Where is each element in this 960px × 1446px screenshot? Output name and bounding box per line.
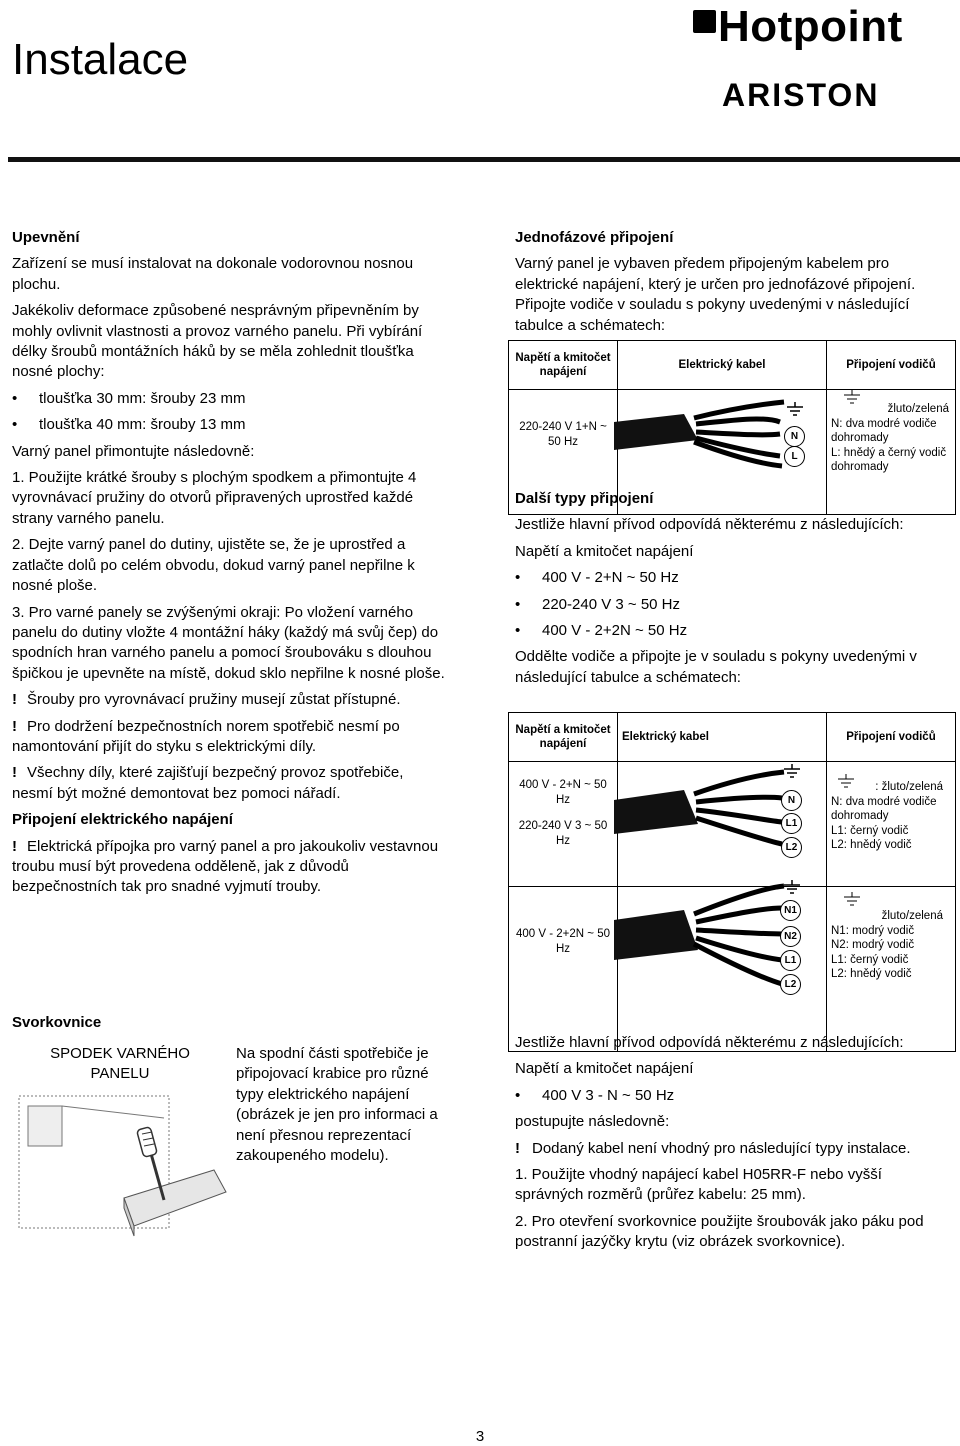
warning-1	[12, 690, 448, 710]
paragraph: postupujte následovně:	[515, 1113, 670, 1131]
section-heading-pripojeni: Připojení elektrického napájení	[12, 811, 233, 829]
table-cell: 220-240 V 1+N ~ 50 Hz	[509, 390, 618, 515]
right-column-top	[515, 228, 955, 336]
paragraph: Napětí a kmitočet napájení	[515, 1060, 694, 1078]
hob-detail	[28, 1106, 62, 1146]
section-heading-upevneni: Upevnění	[12, 229, 80, 246]
bullet-item: • 400 V - 2+2N ~ 50 Hz	[515, 621, 955, 641]
paragraph: Jakékoliv deformace způsobené nesprávným připevněním by mohly ovlivnit vlastnosti a provoz varného panelu. Při vybírání délky šroubů montážních háků by se měla zohlednit tloušťka nosné plochy:	[12, 302, 423, 381]
step-1: 1. Použijte vhodný napájecí kabel H05RR-F nebo vyšší správných rozměrů (průřez kabelu: 25 mm).	[515, 1166, 882, 1204]
bullet-item: • tloušťka 40 mm: šrouby 13 mm	[12, 415, 448, 435]
warning-5	[515, 1139, 935, 1159]
paragraph: Zařízení se musí instalovat na dokonale vodorovnou nosnou plochu.	[12, 255, 414, 293]
label-line: SPODEK VARNÉHO	[50, 1045, 190, 1062]
bullet-item: • 400 V 3 - N ~ 50 Hz	[515, 1086, 935, 1106]
cable-sheath	[614, 790, 698, 834]
wire	[696, 432, 780, 435]
step-3: 3. Pro varné panely se zvýšenými okraji: Po vložení varného panelu do dutiny vložte 4 montážní háky (každý má svůj čep) do spodních hran varného panelu a pomocí šroubováku s dlouhou špičkou je upevněte na místě, dokud sklo nepřilne k nosné ploše.	[12, 603, 445, 682]
warning-4	[12, 837, 448, 898]
paragraph: Jestliže hlavní přívod odpovídá některému z následujících:	[515, 1034, 904, 1051]
terminal-l2-icon: L2	[781, 837, 802, 858]
cable-sheath	[614, 910, 698, 960]
table-header-row	[509, 341, 956, 390]
table-cell	[827, 887, 956, 1052]
wire	[696, 419, 780, 424]
screwdriver-icon	[137, 1127, 164, 1200]
ground-icon	[782, 880, 802, 894]
neutral-label: N2: modrý vodič	[831, 939, 915, 951]
table-header: Elektrický kabel	[618, 341, 827, 390]
step-2: 2. Pro otevření svorkovnice použijte šroubovák jako páku pod postranní jazýčky krytu (viz obrázek svorkovnice).	[515, 1212, 924, 1251]
terminal-l-icon: L	[784, 446, 805, 467]
warning-text: Elektrická přípojka pro varný panel a pro jakoukoliv vestavnou troubu musí být provedena odděleně, jak z důvodů bezpečnostních tak pro snadné vyjmutí trouby.	[12, 837, 439, 896]
brand-logo-hotpoint: Hotpoint	[718, 2, 903, 51]
ground-symbol-icon	[842, 892, 862, 906]
paragraph: Varný panel přimontujte následovně:	[12, 442, 255, 460]
table-cell	[509, 762, 618, 887]
section-heading-svorkovnice: Svorkovnice	[12, 1014, 102, 1031]
warning-mark: !	[12, 837, 17, 855]
right-column-bottom	[515, 1033, 935, 1253]
warning-mark: !	[12, 717, 17, 735]
header-divider	[8, 157, 960, 162]
table-header: Připojení vodičů	[827, 713, 956, 762]
live-label: L2: hnědý vodič	[831, 839, 912, 851]
wire	[696, 797, 782, 802]
voltage-label: 220-240 V 3 ~ 50 Hz	[518, 820, 608, 847]
warning-mark: !	[12, 764, 17, 782]
table-header-row	[509, 713, 956, 762]
warning-text: Všechny díly, které zajišťují bezpečný provoz spotřebiče, nesmí být možné demontovat bez pomoci nářadí.	[12, 764, 404, 802]
step-1: 1. Použijte krátké šrouby s plochým spodkem a přimontujte 4 vyrovnávací pružiny do otvorů připravených uprostřed každé strany varného panelu.	[12, 469, 417, 527]
terminal-l1-icon: L1	[780, 950, 801, 971]
live-label: L: hnědý a černý vodič dohromady	[831, 446, 947, 473]
paragraph: Oddělte vodiče a připojte je v souladu s pokyny uvedenými v následující tabulce a schématech:	[515, 648, 917, 686]
terminal-box	[124, 1170, 226, 1226]
warning-text: Dodaný kabel není vhodný pro následující typy instalace.	[532, 1139, 911, 1157]
ground-label: žluto/zelená	[881, 910, 943, 922]
paragraph: Jestliže hlavní přívod odpovídá některému z následujících:	[515, 516, 904, 534]
bullet-item: • tloušťka 30 mm: šrouby 23 mm	[12, 389, 448, 409]
terminal-n-icon: N	[781, 790, 802, 811]
terminal-n-icon: N	[784, 426, 805, 447]
warning-mark: !	[515, 1139, 520, 1157]
warning-2	[12, 717, 448, 758]
terminal-box-illustration	[14, 1088, 230, 1238]
brand-logo-ariston: ARISTON	[722, 77, 880, 113]
cable-sheath	[614, 414, 698, 450]
page-number: 3	[475, 1428, 485, 1445]
ground-symbol-icon	[836, 774, 856, 788]
neutral-label: N1: modrý vodič	[831, 924, 915, 937]
terminal-l1-icon: L1	[781, 813, 802, 834]
hob-edge	[62, 1106, 164, 1118]
live-label: L1: černý vodič	[831, 953, 909, 966]
ground-icon	[782, 764, 802, 778]
live-label: L1: černý vodič	[831, 824, 909, 837]
paragraph: Varný panel je vybaven předem připojeným kabelem pro elektrické napájení, který je určen pro jednofázové připojení. Připojte vodiče v souladu s pokyny uvedenými v následující tabulce a schématech:	[515, 255, 916, 334]
ground-icon	[785, 402, 805, 416]
wire	[696, 930, 782, 934]
neutral-label: N: dva modré vodiče dohromady	[831, 795, 937, 822]
table-header: Elektrický kabel	[618, 713, 827, 762]
warning-mark: !	[12, 691, 17, 709]
section-heading-jednofazove: Jednofázové připojení	[515, 229, 674, 246]
terminal-n2-icon: N2	[780, 926, 801, 947]
warning-text: Pro dodržení bezpečnostních norem spotřebič nesmí po namontování přijít do styku s elektrickými díly.	[12, 717, 400, 755]
warning-3	[12, 763, 448, 804]
label-line: PANELU	[90, 1065, 150, 1083]
ground-symbol-icon	[842, 390, 862, 404]
illustration-label	[30, 1044, 210, 1085]
page-title: Instalace	[12, 35, 189, 84]
svorkovnice-description: Na spodní části spotřebiče je připojovací krabice pro různé typy elektrického napájení (obrázek je jen pro informaci a není přesnou reprezentací zakoupeného modelu).	[236, 1045, 438, 1165]
logo-mark-icon	[693, 10, 716, 33]
paragraph: Napětí a kmitočet napájení	[515, 542, 694, 560]
right-column-middle	[515, 489, 955, 688]
table-header: Napětí a kmitočet napájení	[509, 713, 618, 762]
bullet-item: • 220-240 V 3 ~ 50 Hz	[515, 595, 955, 615]
neutral-label: N: dva modré vodiče dohromady	[831, 417, 937, 444]
bullet-item: • 400 V - 2+N ~ 50 Hz	[515, 568, 955, 588]
terminal-l2-icon: L2	[780, 974, 801, 995]
section-heading-dalsi: Další typy připojení	[515, 490, 654, 507]
ground-label: : žluto/zelená	[875, 781, 943, 793]
ground-label: žluto/zelená	[887, 403, 949, 415]
terminal-n1-icon: N1	[780, 900, 801, 921]
left-column	[12, 228, 448, 898]
wire	[694, 772, 784, 794]
live-label: L2: hnědý vodič	[831, 968, 912, 980]
table-cell: 400 V - 2+2N ~ 50 Hz	[509, 887, 618, 1052]
table-header: Napětí a kmitočet napájení	[509, 341, 618, 390]
warning-text: Šrouby pro vyrovnávací pružiny musejí zůstat přístupné.	[27, 691, 401, 709]
step-2: 2. Dejte varný panel do dutiny, ujistěte se, že je uprostřed a zatlačte dolů po celém obvodu, dokud varný panel nepřilne k nosné ploše.	[12, 536, 415, 595]
voltage-label: 400 V - 2+N ~ 50 Hz	[519, 779, 607, 806]
table-header: Připojení vodičů	[827, 341, 956, 390]
wire	[694, 402, 784, 418]
